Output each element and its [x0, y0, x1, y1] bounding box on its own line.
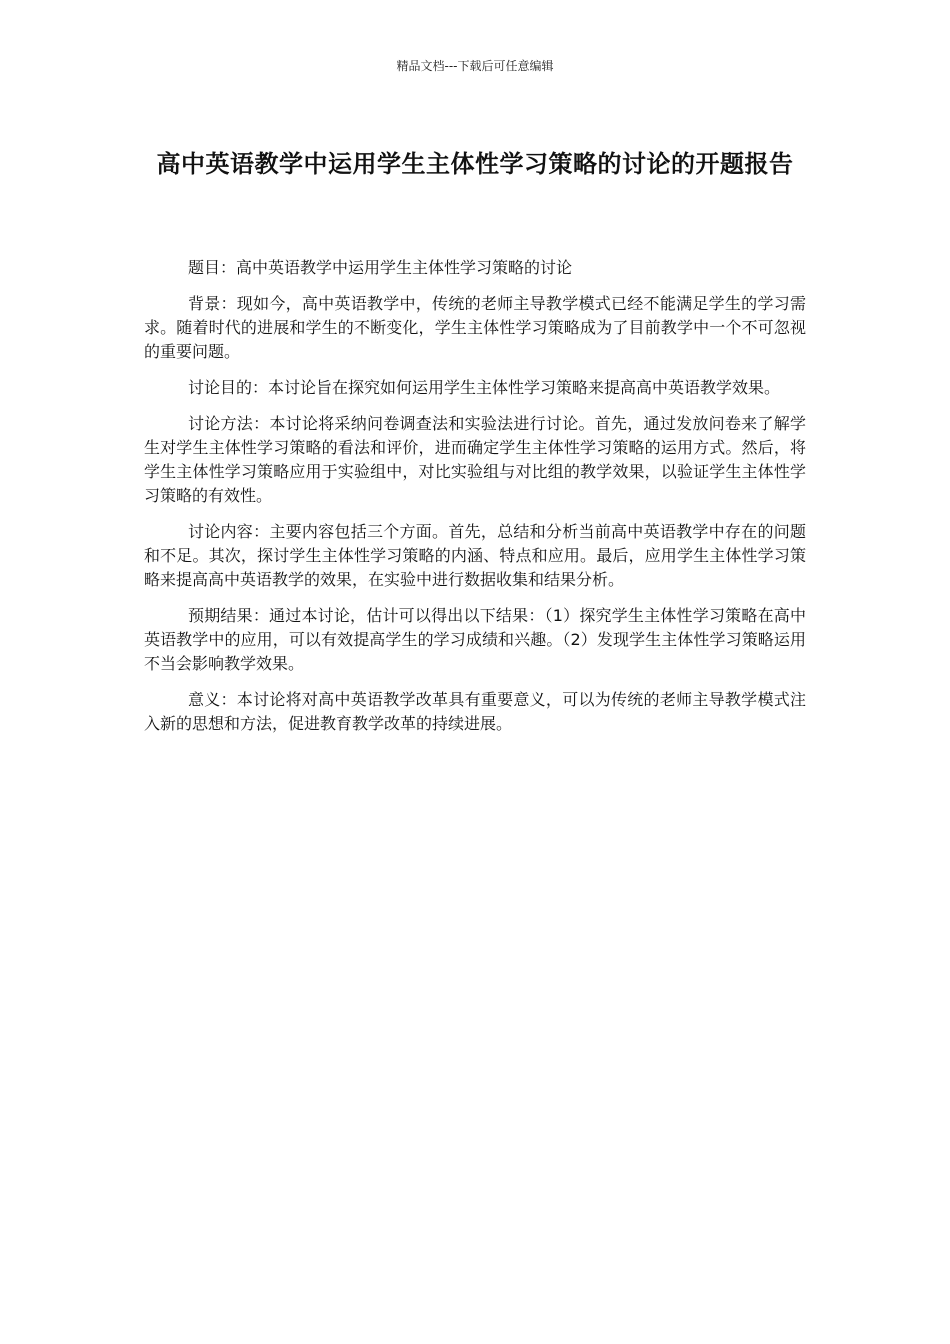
document-title: 高中英语教学中运用学生主体性学习策略的讨论的开题报告 — [156, 150, 794, 178]
paragraph-method: 讨论方法：本讨论将采纳问卷调查法和实验法进行讨论。首先，通过发放问卷来了解学生对学生主体性学习策略的看法和评价，进而确定学生主体性学习策略的运用方式。然后，将学生主体性学习策略应用于实验组中，对比实验组与对比组的教学效果，以验证学生主体性学习策略的有效性。 — [144, 414, 806, 505]
paragraph-topic: 题目：高中英语教学中运用学生主体性学习策略的讨论 — [188, 258, 573, 277]
paragraph-significance: 意义：本讨论将对高中英语教学改革具有重要意义，可以为传统的老师主导教学模式注入新的思想和方法，促进教育教学改革的持续进展。 — [144, 690, 806, 733]
paragraph-content: 讨论内容：主要内容包括三个方面。首先，总结和分析当前高中英语教学中存在的问题和不足。其次，探讨学生主体性学习策略的内涵、特点和应用。最后，应用学生主体性学习策略来提高高中英语教学的效果，在实验中进行数据收集和结果分析。 — [144, 522, 806, 589]
page-header-watermark: 精品文档---下载后可任意编辑 — [396, 59, 554, 73]
paragraph-background: 背景：现如今，高中英语教学中，传统的老师主导教学模式已经不能满足学生的学习需求。随着时代的进展和学生的不断变化，学生主体性学习策略成为了目前教学中一个不可忽视的重要问题。 — [144, 294, 806, 361]
document-body — [144, 256, 806, 748]
paragraph-expected-results: 预期结果：通过本讨论，估计可以得出以下结果：（1）探究学生主体性学习策略在高中英语教学中的应用，可以有效提高学生的学习成绩和兴趣。（2）发现学生主体性学习策略运用不当会影响教学效果。 — [144, 606, 806, 673]
paragraph-purpose: 讨论目的：本讨论旨在探究如何运用学生主体性学习策略来提高高中英语教学效果。 — [188, 378, 781, 397]
